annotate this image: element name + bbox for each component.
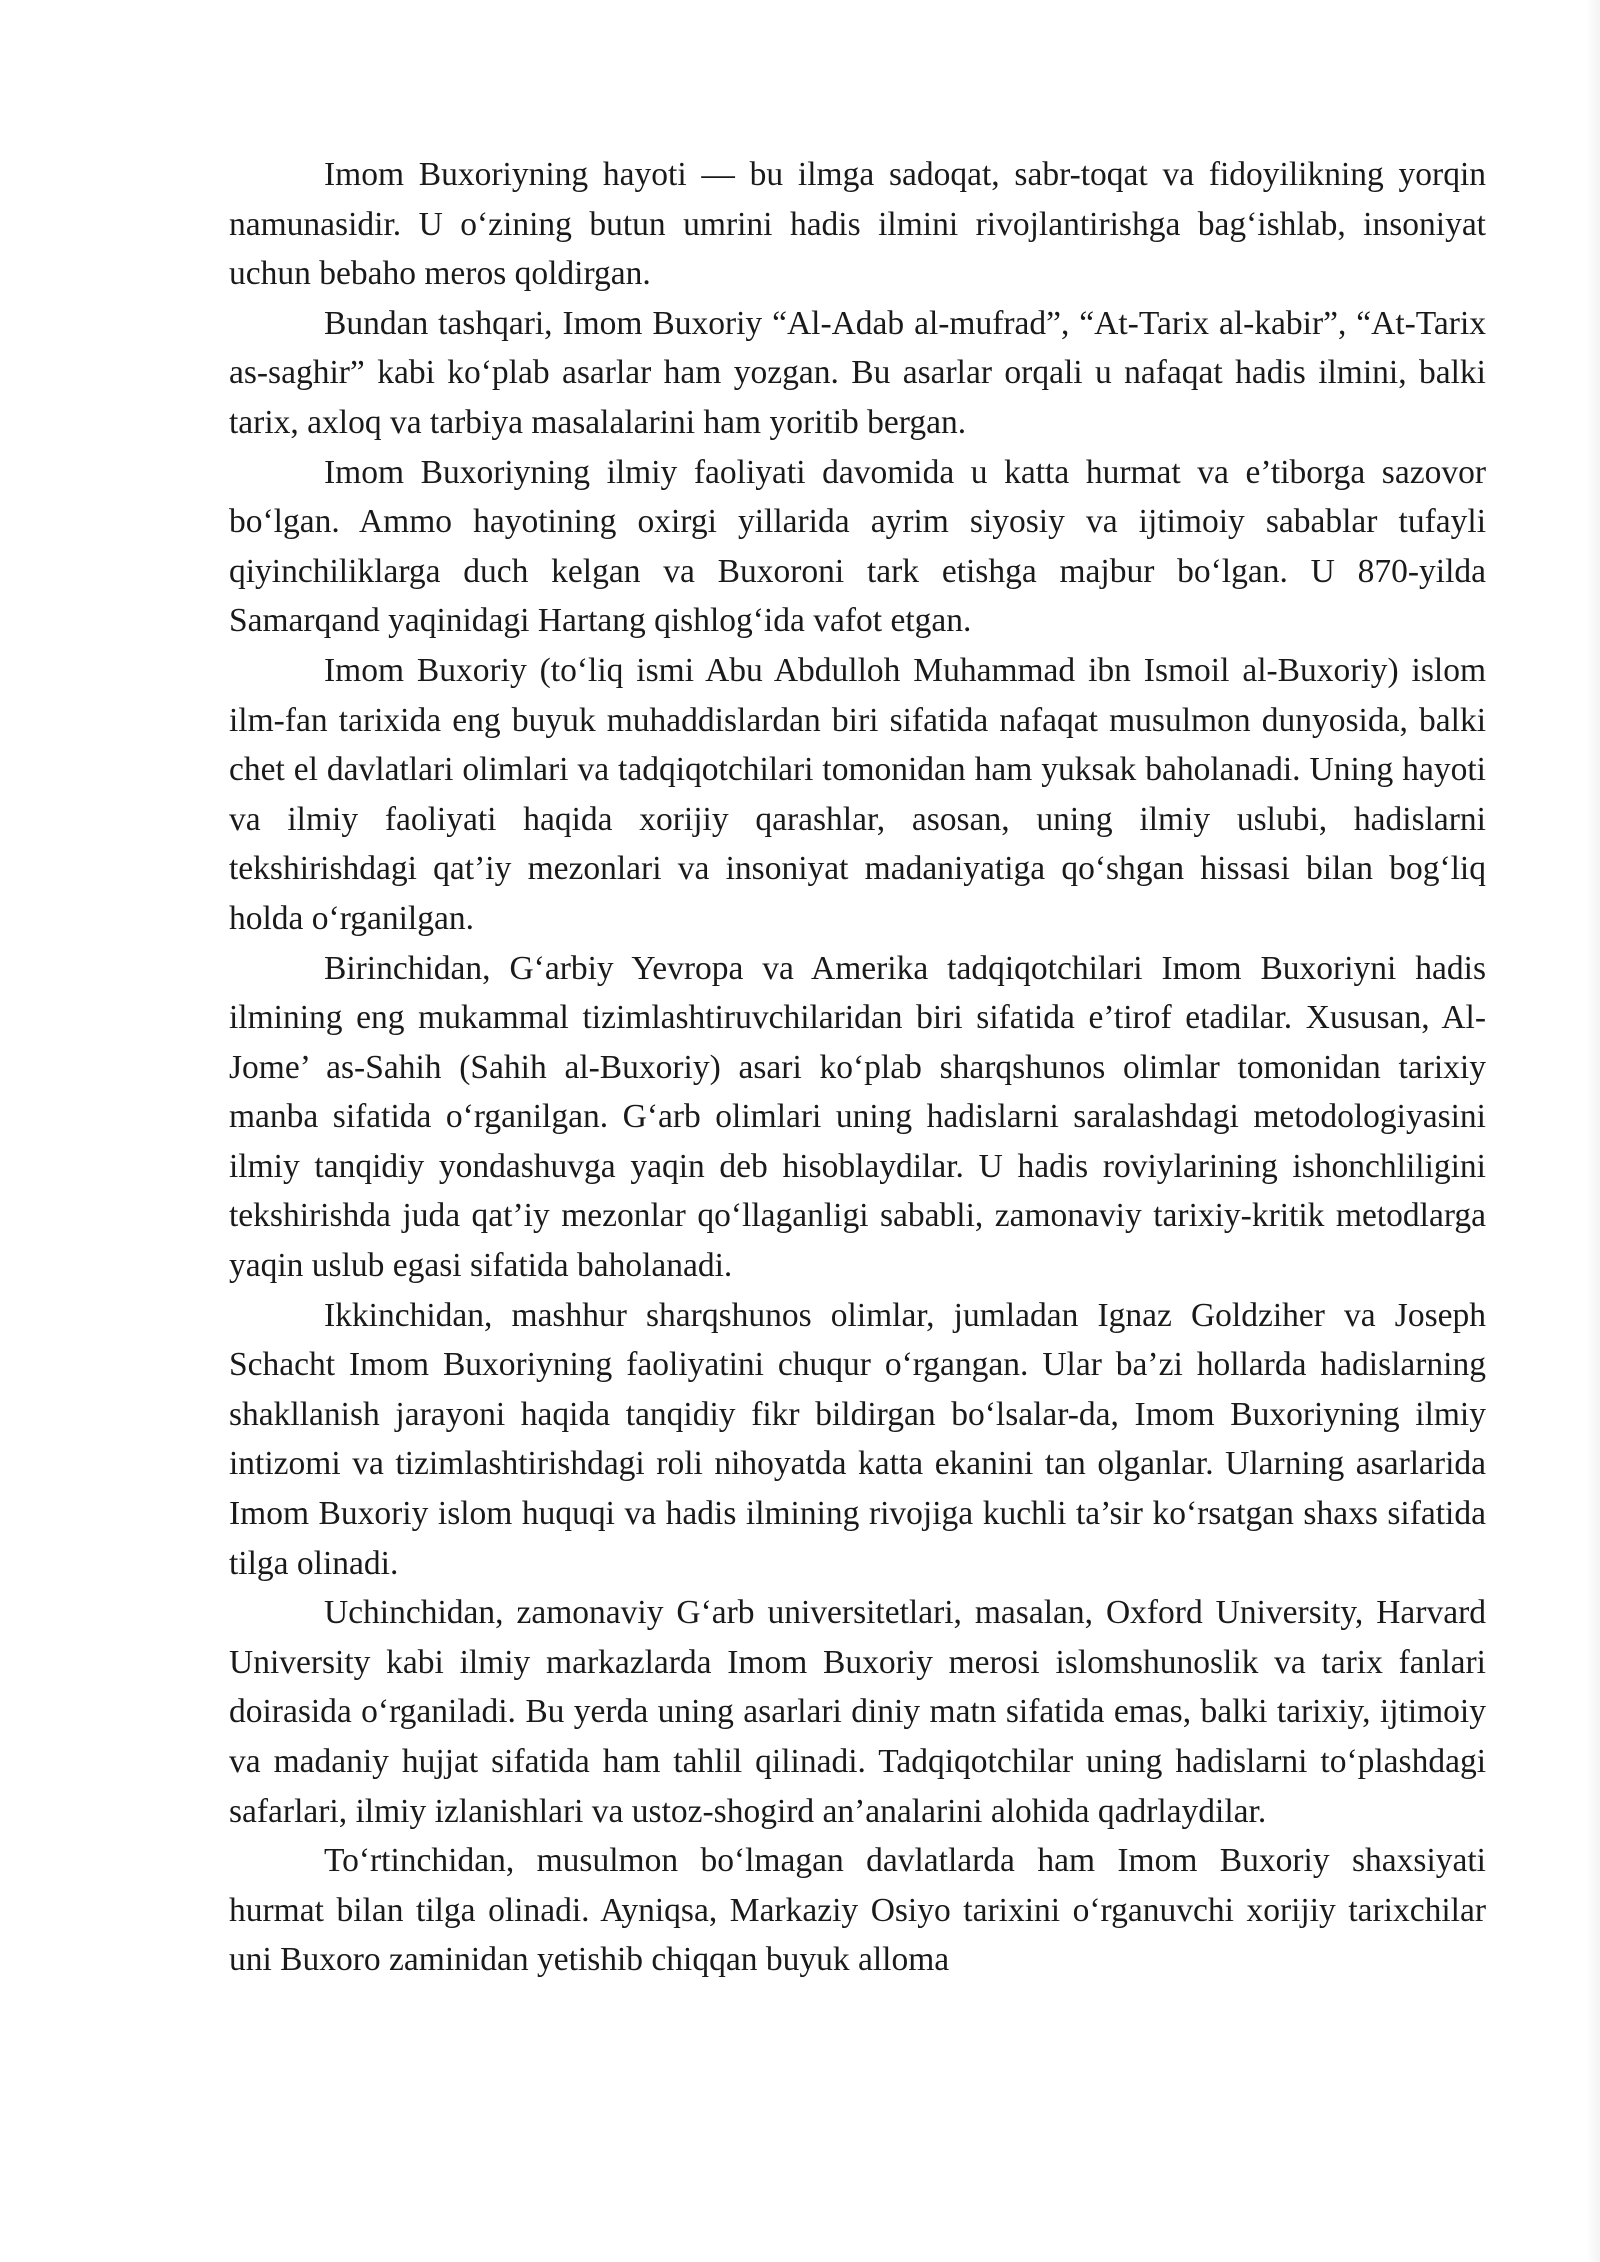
paragraph-4: Imom Buxoriy (to‘liq ismi Abu Abdulloh Muhammad ibn Ismoil al-Buxoriy) islom ilm-fan tarixida eng buyuk muhaddislardan biri sifatida nafaqat musulmon dunyosida, balki chet el davlatlari olimlari va tadqiqotchilari tomonidan ham yuksak baholanadi. Uning hayoti va ilmiy faoliyati haqida xorijiy qarashlar, asosan, uning ilmiy uslubi, hadislarni tekshirishdagi qat’iy mezonlari va insoniyat madaniyatiga qo‘shgan hissasi bilan bog‘liq holda o‘rganilgan. bbox=[229, 651, 1486, 937]
page-edge-shadow bbox=[1586, 0, 1600, 2262]
paragraph-7: Uchinchidan, zamonaviy G‘arb universitetlari, masalan, Oxford University, Harvard University kabi ilmiy markazlarda Imom Buxoriy merosi islomshunoslik va tarix fanlari doirasida o‘rganiladi. Bu yerda uning asarlari diniy matn sifatida emas, balki tarixiy, ijtimoiy va madaniy hujjat sifatida ham tahlil qilinadi. Tadqiqotchilar uning hadislarni to‘plashdagi safarlari, ilmiy izlanishlari va ustoz-shogird an’analarini alohida qadrlaydilar. bbox=[229, 1594, 1486, 1830]
paragraph-5: Birinchidan, G‘arbiy Yevropa va Amerika tadqiqotchilari Imom Buxoriyni hadis ilmining eng mukammal tizimlashtiruvchilaridan biri sifatida e’tirof etadilar. Xususan, Al-Jome’ as-Sahih (Sahih al-Buxoriy) asari ko‘plab sharqshunos olimlar tomonidan tarixiy manba sifatida o‘rganilgan. G‘arb olimlari uning hadislarni saralashdagi metodologiyasini ilmiy tanqidiy yondashuvga yaqin deb hisoblaydilar. U hadis roviylarining ishonchliligini tekshirishda juda qat’iy mezonlar qo‘llaganligi sababli, zamonaviy tarixiy-kritik metodlarga yaqin uslub egasi sifatida baholanadi. bbox=[229, 949, 1486, 1285]
paragraph-2: Bundan tashqari, Imom Buxoriy “Al-Adab al-mufrad”, “At-Tarix al-kabir”, “At-Tarix as-saghir” kabi ko‘plab asarlar ham yozgan. Bu asarlar orqali u nafaqat hadis ilmini, balki tarix, axloq va tarbiya masalalarini ham yoritib bergan. bbox=[229, 304, 1486, 441]
document-body bbox=[229, 150, 1486, 1985]
paragraph-8: To‘rtinchidan, musulmon bo‘lmagan davlatlarda ham Imom Buxoriy shaxsiyati hurmat bilan tilga olinadi. Ayniqsa, Markaziy Osiyo tarixini o‘rganuvchi xorijiy tarixchilar uni Buxoro zaminidan yetishib chiqqan buyuk alloma bbox=[229, 1842, 1486, 1979]
paragraph-3: Imom Buxoriyning ilmiy faoliyati davomida u katta hurmat va e’tiborga sazovor bo‘lgan. Ammo hayotining oxirgi yillarida ayrim siyosiy va ijtimoiy sabablar tufayli qiyinchiliklarga duch kelgan va Buxoroni tark etishga majbur bo‘lgan. U 870-yilda Samarqand yaqinidagi Hartang qishlog‘ida vafot etgan. bbox=[229, 453, 1486, 640]
paragraph-1: Imom Buxoriyning hayoti — bu ilmga sadoqat, sabr-toqat va fidoyilikning yorqin namunasidir. U o‘zining butun umrini hadis ilmini rivojlantirishga bag‘ishlab, insoniyat uchun bebaho meros qoldirgan. bbox=[229, 156, 1486, 293]
paragraph-6: Ikkinchidan, mashhur sharqshunos olimlar, jumladan Ignaz Goldziher va Joseph Schacht Imom Buxoriyning faoliyatini chuqur o‘rgangan. Ular ba’zi hollarda hadislarning shakllanish jarayoni haqida tanqidiy fikr bildirgan bo‘lsalar-da, Imom Buxoriyning ilmiy intizomi va tizimlashtirishdagi roli nihoyatda katta ekanini tan olganlar. Ularning asarlarida Imom Buxoriy islom huquqi va hadis ilmining rivojiga kuchli ta’sir ko‘rsatgan shaxs sifatida tilga olinadi. bbox=[229, 1296, 1486, 1582]
